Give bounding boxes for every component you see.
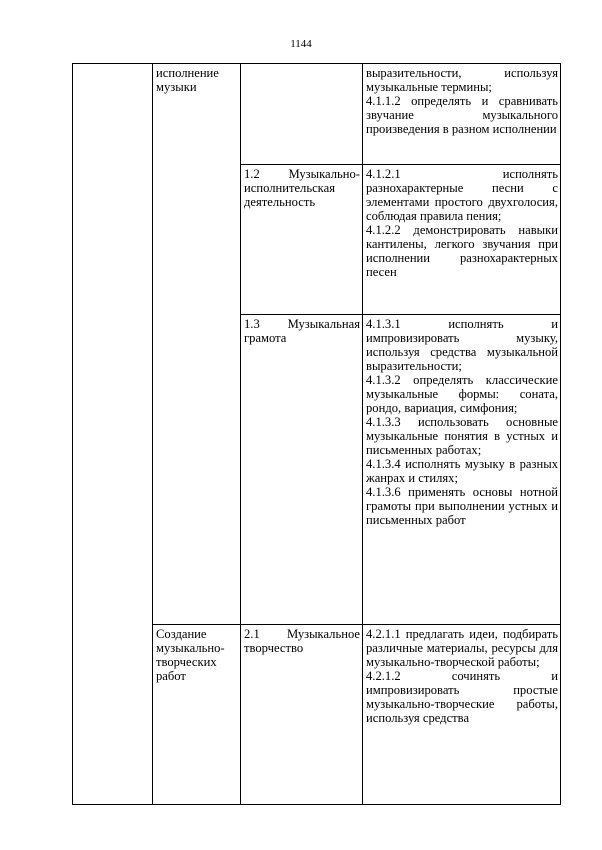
objective-item: выразительности, используя музыкальные термины; — [366, 66, 558, 94]
curriculum-table — [72, 63, 561, 805]
objective-item: 4.1.3.6 применять основы нотной грамоты при выполнении устных и письменных работ — [366, 485, 558, 527]
topic-cell — [153, 64, 241, 165]
objective-item: 4.1.1.2 определять и сравнивать звучание музыкального произведения в разном исполнении — [366, 94, 558, 136]
page-number: 1144 — [290, 38, 312, 50]
objective-item: 4.1.3.3 использовать основные музыкальные понятия в устных и письменных работах; — [366, 415, 558, 457]
objective-item: 4.1.3.1 исполнять и импровизировать музыку, используя средства музыкальной выразительности; — [366, 317, 558, 373]
topic-cell — [153, 315, 241, 625]
subtopic-cell — [241, 315, 363, 625]
objective-item: 4.2.1.2 сочинять и импровизировать простые музыкально-творческие работы, используя средства — [366, 669, 558, 725]
topic-cell — [153, 625, 241, 805]
objective-item: 4.1.3.4 исполнять музыку в разных жанрах и стилях; — [366, 457, 558, 485]
subtopic-cell — [241, 64, 363, 165]
objectives-cell — [363, 315, 561, 625]
topic-cell — [153, 165, 241, 315]
subtopic-cell — [241, 625, 363, 805]
section-cell — [73, 64, 153, 805]
objective-item: 4.1.2.1 исполнять разнохарактерные песни с элементами простого двухголосия, соблюдая правила пения; — [366, 167, 558, 223]
objective-item: 4.1.3.2 определять классические музыкальные формы: соната, рондо, вариация, симфония; — [366, 373, 558, 415]
objectives-cell — [363, 625, 561, 805]
subtopic-text: 1.3 Музыкальная грамота — [244, 317, 360, 345]
objective-item: 4.2.1.1 предлагать идеи, подбирать различные материалы, ресурсы для музыкально-творческой работы; — [366, 627, 558, 669]
objectives-cell — [363, 64, 561, 165]
topic-text: исполнение музыки — [156, 66, 219, 94]
subtopic-cell — [241, 165, 363, 315]
subtopic-text: 1.2 Музыкально-исполнительская деятельность — [244, 167, 360, 209]
table-row — [73, 64, 561, 165]
objectives-cell — [363, 165, 561, 315]
objective-item: 4.1.2.2 демонстрировать навыки кантилены, легкого звучания при исполнении разнохарактерных песен — [366, 223, 558, 279]
subtopic-text: 2.1 Музыкальное творчество — [244, 627, 360, 655]
topic-text: Создание музыкально-творческих работ — [156, 627, 225, 683]
